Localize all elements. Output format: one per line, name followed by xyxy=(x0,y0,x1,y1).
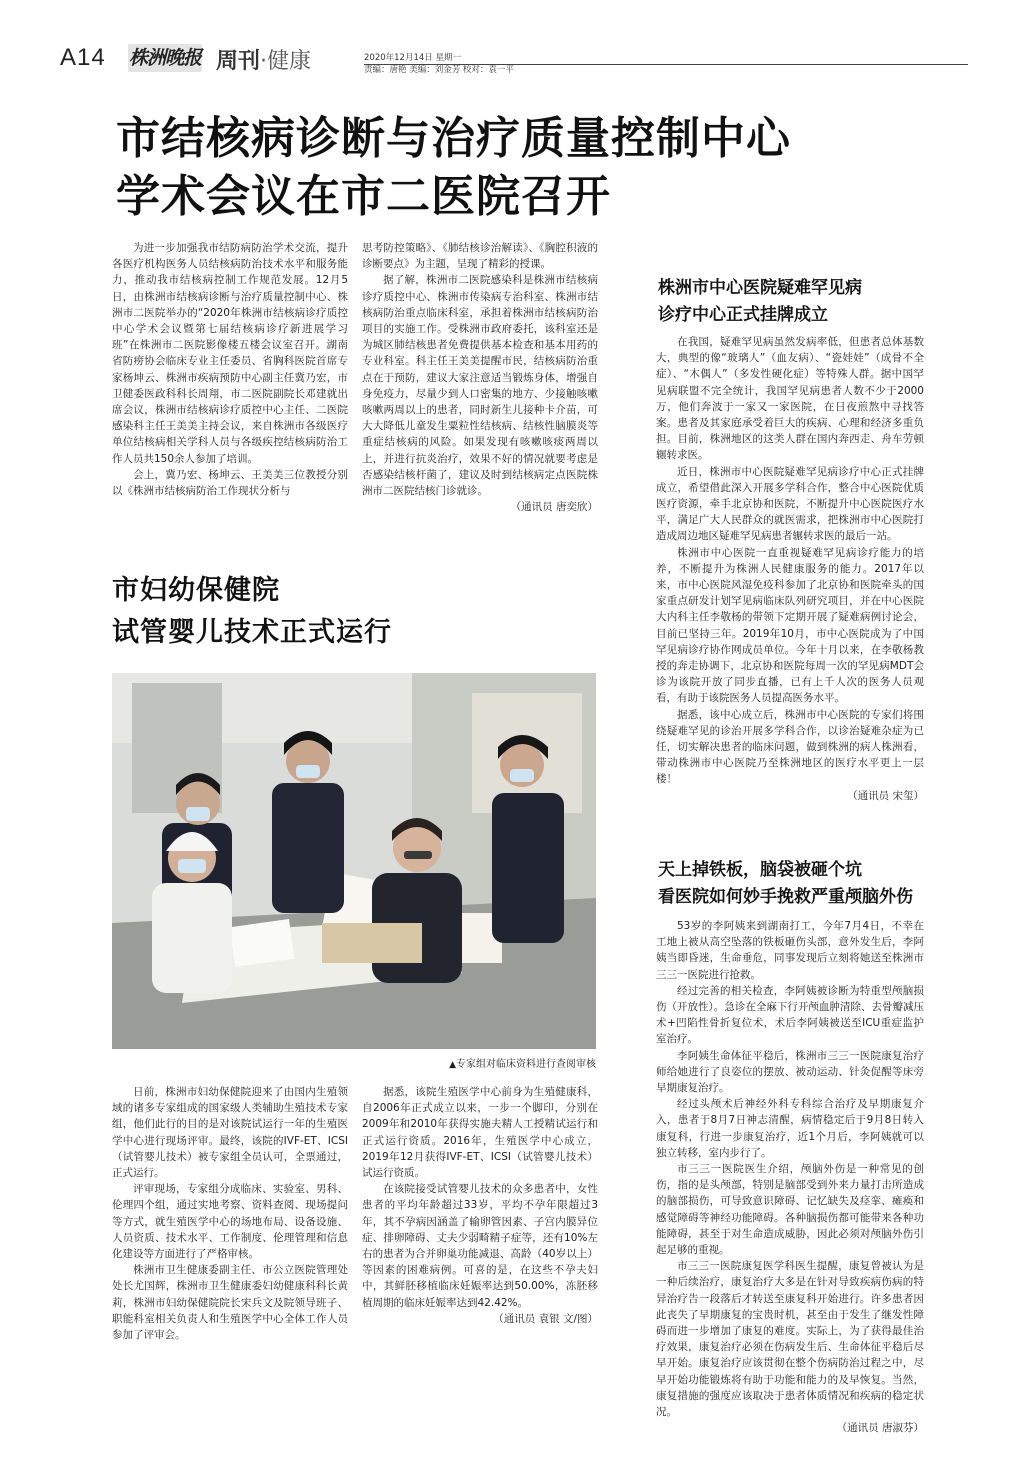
section-separator: · xyxy=(260,49,268,74)
brain-injury-headline xyxy=(658,857,958,911)
news-photo xyxy=(112,673,596,1049)
main-headline-line2: 学术会议在市二医院召开 xyxy=(116,171,611,222)
byline: （通讯员 唐奕欣） xyxy=(510,501,598,514)
paragraph: 据了解，株洲市二医院感染科是株洲市结核病诊疗质控中心、株洲市传染病专治科室、株洲市结核病防治重点临床科室，承担着株洲市结核病防治项目的实施工作。受株洲市政府委托，该科室还是为城区肺结核患者免费提供基本检查和基本用药的专业科室。科主任王美美提醒市民，结核病防治重点在于预防，建议大家注意适当锻炼身体，增强自身免疫力，尽量少到人口密集的地方、少接触咳嗽咳嗽两周以上的患者，同时新生儿接种卡介苗，可大大降低儿童发生粟粒性结核病、结核性脑膜炎等重症结核病的风险。如果发现有咳嗽咳痰两周以上，并进行抗炎治疗，效果不好的情况就要考虑是否感染结核杆菌了，建议及时到结核病定点医院株洲市二医院结核门诊就诊。 xyxy=(362,274,598,498)
paragraph: 株洲市卫生健康委副主任、市公立医院管理处处长尤国辉，株洲市卫生健康委妇幼健康科科长黄莉，株洲市妇幼保健院院长宋兵文及院领导班子、职能科室相关负责人和生殖医学中心全体工作人员参加了评审会。 xyxy=(112,1264,348,1342)
brain-injury-body xyxy=(656,918,924,1438)
section-sub: 健康 xyxy=(267,49,312,74)
paragraph: 在该院接受试管婴儿技术的众多患者中，女性患者的平均年龄超过33岁，平均不孕年限超过3年，其不孕病因涵盖了输卵管因素、子宫内膜异位症、排卵障碍、丈夫少弱畸精子症等，还有10%左右的患者为合并卵巢功能减退、高龄（40岁以上）等因素的困难病例。可喜的是，在这些不孕夫妇中，其鲜胚移植临床妊娠率达到50.00%，冻胚移植周期的临床妊娠率达到42.42%。 xyxy=(362,1183,598,1309)
paragraph: 市三三一医院医生介绍，颅脑外伤是一种常见的创伤，指的是头颅部，特别是脑部受到外来力量打击所造成的脑部损伤，可导致意识障碍、记忆缺失及痉挛、瘫痪和感觉障碍等神经功能障碍。各种脑损伤都可能带来各种功能障碍，甚至于对生命造成威胁，因此必须对颅脑外伤引起足够的重视。 xyxy=(656,1163,924,1257)
caption-text: 专家组对临床资料进行查阅审核 xyxy=(456,1059,596,1070)
rare-disease-headline-line1: 株洲市中心医院疑难罕见病 xyxy=(658,278,862,298)
main-headline xyxy=(116,110,976,226)
brain-injury-headline-line2: 看医院如何妙手挽救严重颅脑外伤 xyxy=(658,887,913,907)
paragraph: 据悉，该院生殖医学中心前身为生殖健康科，自2006年正式成立以来，一步一个脚印，分别在2009年和2010年获得实施夫精人工授精试运行和正式运行资质。2016年，生殖医学中心成立，2019年12月获得IVF-ET、ICSI（试管婴儿技术）试运行资质。 xyxy=(362,1086,598,1180)
rare-disease-body xyxy=(656,334,924,824)
rare-disease-headline-line2: 诊疗中心正式挂牌成立 xyxy=(658,305,828,325)
brain-injury-headline-line1: 天上掉铁板，脑袋被砸个坑 xyxy=(658,860,862,880)
paragraph: 市三三一医院康复医学科医生提醒，康复曾被认为是一种后续治疗，康复治疗大多是在针对导致疾病伤病的特异治疗告一段落后才转送至康复科开始进行。许多患者因此丧失了早期康复的宝贵时机，甚至由于发生了继发性障碍而进一步增加了康复的难度。实际上，为了获得最佳治疗效果，康复治疗必须在伤病发生后、生命体征平稳后尽早开始。康复治疗应该贯彻在整个伤病防治过程之中，尽早开始功能锻炼将有助于功能和能力的及早恢复。当然，康复措施的强度应该取决于患者体质情况和疾病的稳定状况。 xyxy=(656,1260,924,1419)
photo-caption xyxy=(112,1055,596,1070)
paragraph: 经过完善的相关检查，李阿姨被诊断为特重型颅脑损伤（开放性）。急诊在全麻下行开颅血肿清除、去骨瓣减压术+凹陷性骨折复位术，术后李阿姨被送至ICU重症监护室治疗。 xyxy=(656,984,924,1046)
paragraph: 近日，株洲市中心医院疑难罕见病诊疗中心正式挂牌成立，希望借此深入开展多学科合作，整合中心医院优质医疗资源，牵手北京协和医院，不断提升中心医院医疗水平，满足广大人民群众的就医需求，把株洲市中心医院打造成周边地区疑难罕见病患者辗转求医的最后一站。 xyxy=(656,465,924,543)
newspaper-logo: 株洲晚报 xyxy=(128,44,202,72)
rare-disease-headline xyxy=(658,275,958,329)
paragraph: 据悉，该中心成立后，株洲市中心医院的专家们将围绕疑难罕见的诊治开展多学科合作，以诊治疑难杂症为已任，切实解决患者的临床问题，做到株洲的病人株洲看，带动株洲市中心医院乃至株洲地区的医疗水平更上一层楼！ xyxy=(656,708,924,786)
photo-illustration xyxy=(112,673,596,1049)
paragraph: 日前，株洲市妇幼保健院迎来了由国内生殖领域的诸多专家组成的国家级人类辅助生殖技术专家组，他们此行的目的是对该院试运行一年的生殖医学中心进行现场评审。最终，该院的IVF-ET、ICSI（试管婴儿技术）被专家组全员认可，全票通过，正式运行。 xyxy=(112,1086,348,1180)
paragraph: 思考防控策略》、《肺结核诊治解读》、《胸腔积液的诊断要点》为主题，呈现了精彩的授课。 xyxy=(362,242,598,271)
byline: （通讯员 唐淑芬） xyxy=(836,1422,924,1435)
main-article-col1 xyxy=(112,240,348,530)
page-number: A14 xyxy=(60,44,106,71)
paragraph: 评审现场，专家组分成临床、实验室、男科、伦理四个组，通过实地考察、资料查阅、现场提问等方式，就生殖医学中心的场地布局、设备设施、人员资质、技术水平、工作制度、伦理管理和信息化建设等方面进行了严格审核。 xyxy=(112,1183,348,1261)
byline: （通讯员 袁银 文/图） xyxy=(493,1312,598,1325)
paragraph: 为进一步加强我市结防病防治学术交流，提升各医疗机构医务人员结核病防治技术水平和服务能力，推动我市结核病控制工作规范发展。12月5日，由株洲市结核病诊断与治疗质量控制中心、株洲市二医院举办的“2020年株洲市结核病诊疗质控中心学术会议暨第七届结核病诊疗新进展学习班”在株洲市二医院影像楼五楼会议室召开。湖南省防痨协会临床专业主任委员、省胸科医院首席专家杨坤云、株洲市疾病预防中心副主任冀乃宏，市卫健委医政科科长周翔，市二医院副院长邓建就出席会议，株洲市结核病诊疗质控中心主任、二医院感染科主任王美美主持会议，来自株洲市各级医疗单位结核病相关学科人员与各级疾控结核病防治工作人员共150余人参加了培训。 xyxy=(112,242,348,465)
byline: （通讯员 宋玺） xyxy=(847,789,924,802)
paragraph: 株洲市中心医院一直重视疑难罕见病诊疗能力的培养，不断提升为株洲人民健康服务的能力。2017年以来，市中心医院风湿免疫科参加了北京协和医院牵头的国家重点研发计划罕见病临床队列研究项目，并在中心医院大内科主任李敬杨的带领下定期开展了疑难病例讨论会，目前已坚持三年。2019年10月，市中心医院成为了中国罕见病诊疗协作网成员单位。今年十月以来，在李敬杨教授的奔走协调下，北京协和医院每周一次的罕见病MDT会诊为该院开放了同步直播，已有上千人次的医务人员观看，有助于该院医务人员提高医务水平。 xyxy=(656,546,924,705)
ivf-headline-line2: 试管婴儿技术正式运行 xyxy=(112,617,392,648)
section-main: 周刊 xyxy=(216,49,261,74)
section-title xyxy=(216,44,311,75)
paragraph: 会上，冀乃宏、杨坤云、王美美三位教授分别以《株洲市结核病防治工作现状分析与 xyxy=(112,468,348,498)
paragraph: 经过头颅术后神经外科专科综合治疗及早期康复介入，患者于8月7日神志清醒，病情稳定后于9月8日转入康复科，行进一步康复治疗，近1个月后，李阿姨就可以独立转移，室内步行了。 xyxy=(656,1098,924,1159)
main-headline-line1: 市结核病诊断与治疗质量控制中心 xyxy=(116,113,791,164)
issue-date: 2020年12月14日 星期一 xyxy=(364,53,461,63)
paragraph: 在我国，疑难罕见病虽然发病率低，但患者总体基数大，典型的像“玻璃人”（血友病）、“瓷娃娃”（成骨不全症）、“木偶人”（多发性硬化症）等特殊人群。据中国罕见病联盟不完全统计，我国罕见病患者人数不少于2000万，他们奔波于一家又一家医院，在日夜煎熬中寻找答案。患者及其家庭承受着巨大的疾病、心理和经济多重负担。目前，株洲地区的这类人群在国内奔西走、舟车劳顿辗转求医。 xyxy=(656,336,924,462)
caption-marker: ▲ xyxy=(449,1060,456,1070)
ivf-headline-line1: 市妇幼保健院 xyxy=(112,575,280,606)
main-article-col2 xyxy=(362,240,598,532)
ivf-article-col1 xyxy=(112,1084,348,1374)
ivf-article-col2 xyxy=(362,1084,598,1376)
paragraph: 53岁的李阿姨来到湖南打工，今年7月4日，不幸在工地上被从高空坠落的铁板砸伤头部，意外发生后，李阿姨当即昏迷，生命垂危，同事发现后立刻将她送至株洲市三三一医院进行抢救。 xyxy=(656,920,924,981)
page-header xyxy=(0,0,1031,80)
editor-credits: 责编：唐艳 美编：刘金芳 校对：袁一平 xyxy=(364,65,514,75)
ivf-headline xyxy=(112,570,596,654)
paragraph: 李阿姨生命体征平稳后，株洲市三三一医院康复治疗师给她进行了良姿位的摆放、被动运动、针灸促醒等床旁早期康复治疗。 xyxy=(656,1049,924,1095)
header-rule xyxy=(364,64,968,65)
